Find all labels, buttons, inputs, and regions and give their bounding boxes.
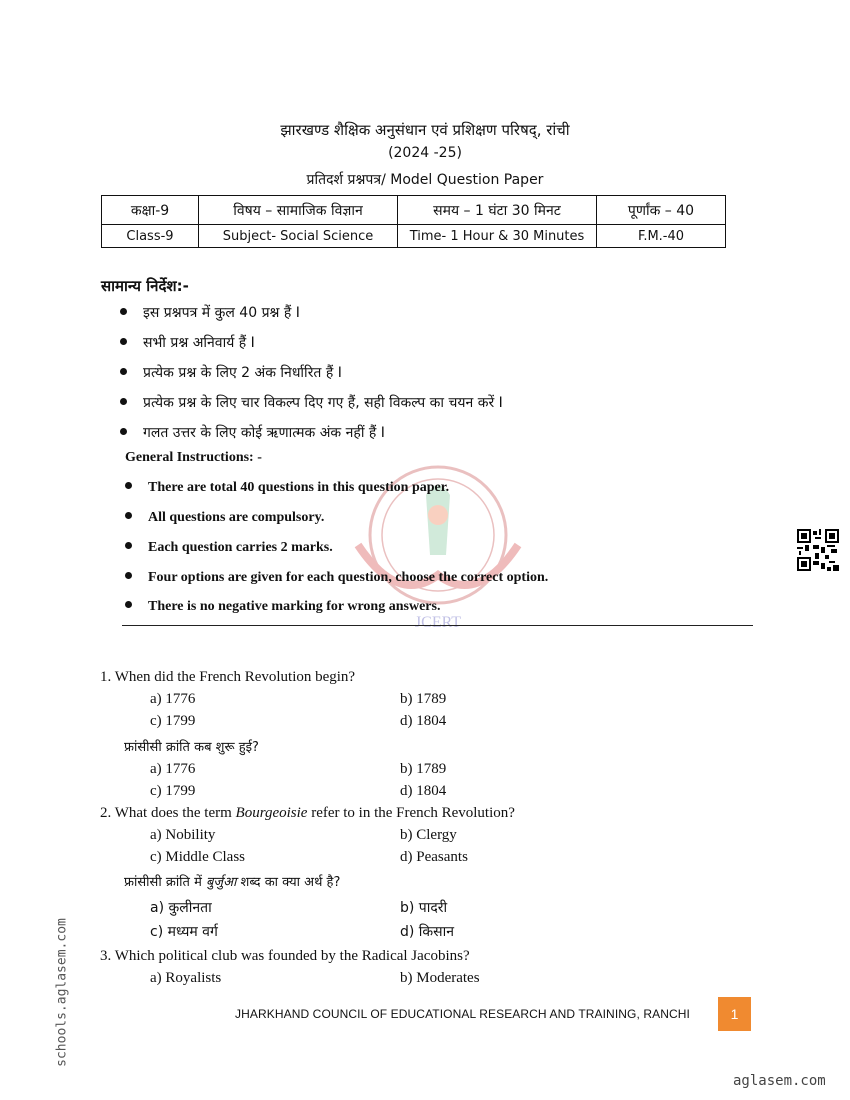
list-item: गलत उत्तर के लिए कोई ऋणात्मक अंक नहीं हैं I <box>120 423 385 442</box>
list-item: All questions are compulsory. <box>125 510 324 526</box>
bullet-icon <box>125 542 132 549</box>
q2-option-c: c) Middle Class <box>150 849 245 865</box>
time-cell-hindi: समय – 1 घंटा 30 मिनट <box>398 196 597 225</box>
time-cell: Time- 1 Hour & 30 Minutes <box>398 225 597 248</box>
q1-option-b: b) 1789 <box>400 691 447 707</box>
info-row-english <box>102 225 726 248</box>
general-instructions-heading-hindi: सामान्य निर्देश:- <box>101 277 189 295</box>
q2-hindi-option-a: a) कुलीनता <box>150 900 212 916</box>
paper-title: प्रतिदर्श प्रश्नपत्र/ Model Question Paper <box>306 172 544 188</box>
list-item: Four options are given for each question, choose the correct option. <box>125 570 548 586</box>
list-item: Each question carries 2 marks. <box>125 540 333 556</box>
list-item: There is no negative marking for wrong answers. <box>125 599 440 615</box>
subject-cell-hindi: विषय – सामाजिक विज्ञान <box>199 196 398 225</box>
list-item: इस प्रश्नपत्र में कुल 40 प्रश्न हैं I <box>120 303 300 322</box>
bullet-icon <box>125 482 132 489</box>
marks-cell: F.M.-40 <box>597 225 726 248</box>
q2-hindi-option-d: d) किसान <box>400 924 455 940</box>
q2-hindi-option-c: c) मध्यम वर्ग <box>150 924 218 940</box>
side-watermark: schools.aglasem.com <box>54 918 70 1067</box>
q3-option-b: b) Moderates <box>400 970 480 986</box>
q1-hindi-option-b: b) 1789 <box>400 761 447 777</box>
class-cell: Class-9 <box>102 225 199 248</box>
question-1-text-hindi: फ्रांसीसी क्रांति कब शुरू हुई? <box>124 740 259 755</box>
corner-watermark: aglasem.com <box>733 1073 826 1089</box>
q2-option-b: b) Clergy <box>400 827 457 843</box>
general-instructions-heading: General Instructions: - <box>125 450 262 465</box>
bullet-icon <box>120 338 127 345</box>
question-3-text: 3. Which political club was founded by the Radical Jacobins? <box>100 948 470 964</box>
list-item: There are total 40 questions in this question paper. <box>125 480 449 496</box>
class-cell-hindi: कक्षा-9 <box>102 196 199 225</box>
bullet-icon <box>120 428 127 435</box>
session-year: (2024 -25) <box>388 145 462 161</box>
q2-hindi-option-b: b) पादरी <box>400 900 448 916</box>
q3-option-a: a) Royalists <box>150 970 222 986</box>
council-name-hindi: झारखण्ड शैक्षिक अनुसंधान एवं प्रशिक्षण परिषद्, रांची <box>280 121 570 139</box>
section-divider <box>122 625 753 626</box>
marks-cell-hindi: पूर्णांक – 40 <box>597 196 726 225</box>
info-row-hindi <box>102 196 726 225</box>
q2-option-d: d) Peasants <box>400 849 468 865</box>
bullet-icon <box>120 308 127 315</box>
list-item: प्रत्येक प्रश्न के लिए चार विकल्प दिए गए हैं, सही विकल्प का चयन करें I <box>120 393 503 412</box>
q1-option-d: d) 1804 <box>400 713 447 729</box>
bullet-icon <box>125 601 132 608</box>
page-number-badge: 1 <box>718 997 751 1031</box>
subject-cell: Subject- Social Science <box>199 225 398 248</box>
question-2-text: 2. What does the term Bourgeoisie refer to in the French Revolution? <box>100 805 515 821</box>
question-1-text: 1. When did the French Revolution begin? <box>100 669 356 685</box>
list-item: प्रत्येक प्रश्न के लिए 2 अंक निर्धारित हैं I <box>120 363 342 382</box>
question-2-text-hindi: फ्रांसीसी क्रांति में बुर्जुआ शब्द का क्या अर्थ है? <box>124 875 341 890</box>
bullet-icon <box>120 398 127 405</box>
qr-code-icon <box>797 529 839 571</box>
bullet-icon <box>125 512 132 519</box>
bullet-icon <box>120 368 127 375</box>
exam-info-table <box>101 195 726 248</box>
q1-hindi-option-a: a) 1776 <box>150 761 196 777</box>
q1-option-c: c) 1799 <box>150 713 196 729</box>
q1-hindi-option-d: d) 1804 <box>400 783 447 799</box>
list-item: सभी प्रश्न अनिवार्य हैं I <box>120 333 255 352</box>
footer-council-name: JHARKHAND COUNCIL OF EDUCATIONAL RESEARCH AND TRAINING, RANCHI <box>235 1007 690 1021</box>
q1-hindi-option-c: c) 1799 <box>150 783 196 799</box>
bullet-icon <box>125 572 132 579</box>
term-bourgeoisie: Bourgeoisie <box>235 805 308 821</box>
seal-label: JCERT <box>414 614 462 631</box>
q1-option-a: a) 1776 <box>150 691 196 707</box>
q2-option-a: a) Nobility <box>150 827 216 843</box>
